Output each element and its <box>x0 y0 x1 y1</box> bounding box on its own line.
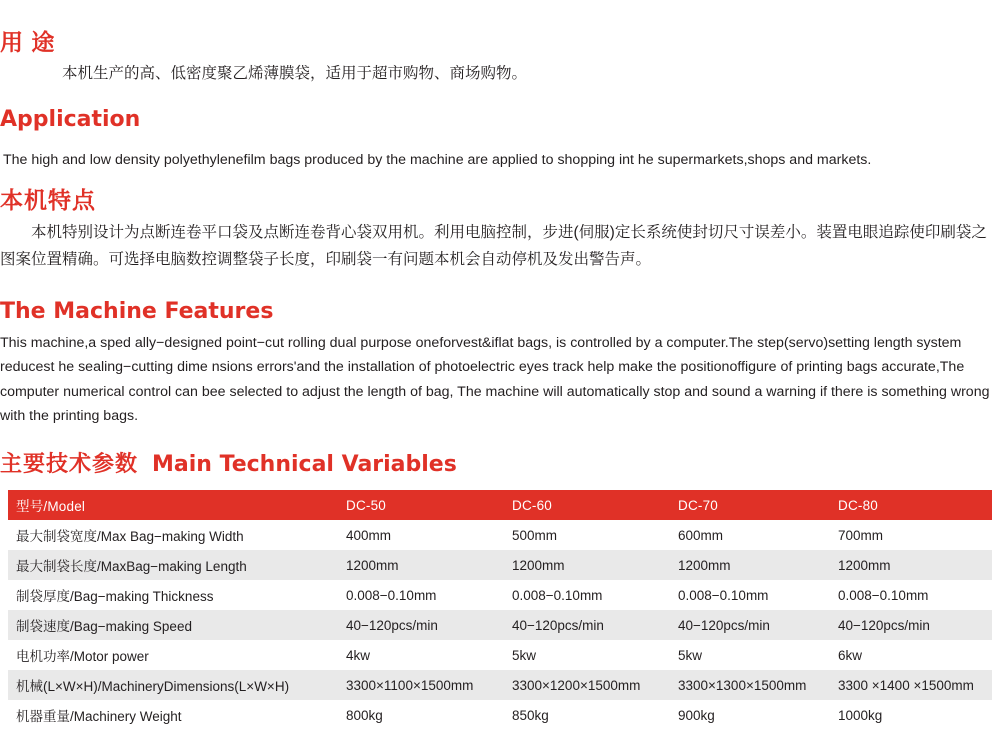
spec-table-body <box>8 520 992 730</box>
table-header-cell: DC-50 <box>338 490 504 520</box>
table-row-label: 最大制袋长度/MaxBag−making Length <box>8 550 338 580</box>
application-title-cn: 用 途 <box>0 29 56 55</box>
technical-heading <box>0 452 457 477</box>
table-header-cell: DC-80 <box>830 490 992 520</box>
spec-table <box>8 490 992 730</box>
table-row <box>8 550 992 580</box>
table-row <box>8 520 992 550</box>
table-cell: 4kw <box>338 640 504 670</box>
table-row-label: 制袋厚度/Bag−making Thickness <box>8 580 338 610</box>
features-title-cn: 本机特点 <box>0 187 96 213</box>
table-cell: 3300 ×1400 ×1500mm <box>830 670 992 700</box>
table-header-cell: 型号/Model <box>8 490 338 520</box>
application-title-en: Application <box>0 107 141 132</box>
table-cell: 500mm <box>504 520 670 550</box>
table-cell: 5kw <box>504 640 670 670</box>
table-row <box>8 610 992 640</box>
table-cell: 40−120pcs/min <box>338 610 504 640</box>
table-cell: 1000kg <box>830 700 992 730</box>
table-header-cell: DC-70 <box>670 490 830 520</box>
table-row-label: 最大制袋宽度/Max Bag−making Width <box>8 520 338 550</box>
table-header-cell: DC-60 <box>504 490 670 520</box>
table-row-label: 电机功率/Motor power <box>8 640 338 670</box>
table-cell: 40−120pcs/min <box>670 610 830 640</box>
application-body-cn: 本机生产的高、低密度聚乙烯薄膜袋，适用于超市购物、商场购物。 <box>62 65 528 82</box>
table-header-row <box>8 490 992 520</box>
table-cell: 40−120pcs/min <box>504 610 670 640</box>
table-cell: 900kg <box>670 700 830 730</box>
table-cell: 0.008−0.10mm <box>504 580 670 610</box>
table-row <box>8 670 992 700</box>
table-cell: 1200mm <box>338 550 504 580</box>
table-row-label: 机器重量/Machinery Weight <box>8 700 338 730</box>
table-cell: 0.008−0.10mm <box>338 580 504 610</box>
table-cell: 600mm <box>670 520 830 550</box>
table-cell: 800kg <box>338 700 504 730</box>
features-body-en: This machine,a sped ally−designed point−cut rolling dual purpose oneforvest&iflat bags, is controlled by a computer.The step(servo)setting length system reducest he sealing−cutting dime nsions errors'and the installation of photoelectric eyes track help make the positionoffigure of printing bags accurate,The computer numerical control can bee selected to adjust the length of bag, The machine will automatically stop and sound a warning if there is something wrong with the printing bags. <box>0 335 990 425</box>
table-cell: 850kg <box>504 700 670 730</box>
features-title-en: The Machine Features <box>0 299 274 324</box>
table-cell: 0.008−0.10mm <box>830 580 992 610</box>
table-cell: 1200mm <box>670 550 830 580</box>
table-cell: 5kw <box>670 640 830 670</box>
table-cell: 40−120pcs/min <box>830 610 992 640</box>
table-cell: 1200mm <box>504 550 670 580</box>
table-row-label: 制袋速度/Bag−making Speed <box>8 610 338 640</box>
spec-table-wrapper <box>8 490 992 730</box>
table-row-label: 机械(L×W×H)/MachineryDimensions(L×W×H) <box>8 670 338 700</box>
table-cell: 3300×1200×1500mm <box>504 670 670 700</box>
technical-title-en: Main Technical Variables <box>152 452 457 477</box>
table-row <box>8 580 992 610</box>
table-row <box>8 640 992 670</box>
table-cell: 700mm <box>830 520 992 550</box>
table-cell: 6kw <box>830 640 992 670</box>
table-cell: 0.008−0.10mm <box>670 580 830 610</box>
technical-title-cn: 主要技术参数 <box>0 451 139 476</box>
table-cell: 400mm <box>338 520 504 550</box>
table-row <box>8 700 992 730</box>
features-body-cn: 本机特别设计为点断连卷平口袋及点断连卷背心袋双用机。利用电脑控制，步进(伺服)定长系统使封切尺寸误差小。装置电眼追踪使印刷袋之图案位置精确。可选择电脑数控调整袋子长度，印刷袋一有问题本机会自动停机及发出警告声。 <box>0 224 987 269</box>
application-body-en: The high and low density polyethylenefilm bags produced by the machine are applied to shopping int he supermarkets,shops and markets. <box>3 152 872 168</box>
table-cell: 1200mm <box>830 550 992 580</box>
table-cell: 3300×1300×1500mm <box>670 670 830 700</box>
spec-table-head <box>8 490 992 520</box>
table-cell: 3300×1100×1500mm <box>338 670 504 700</box>
